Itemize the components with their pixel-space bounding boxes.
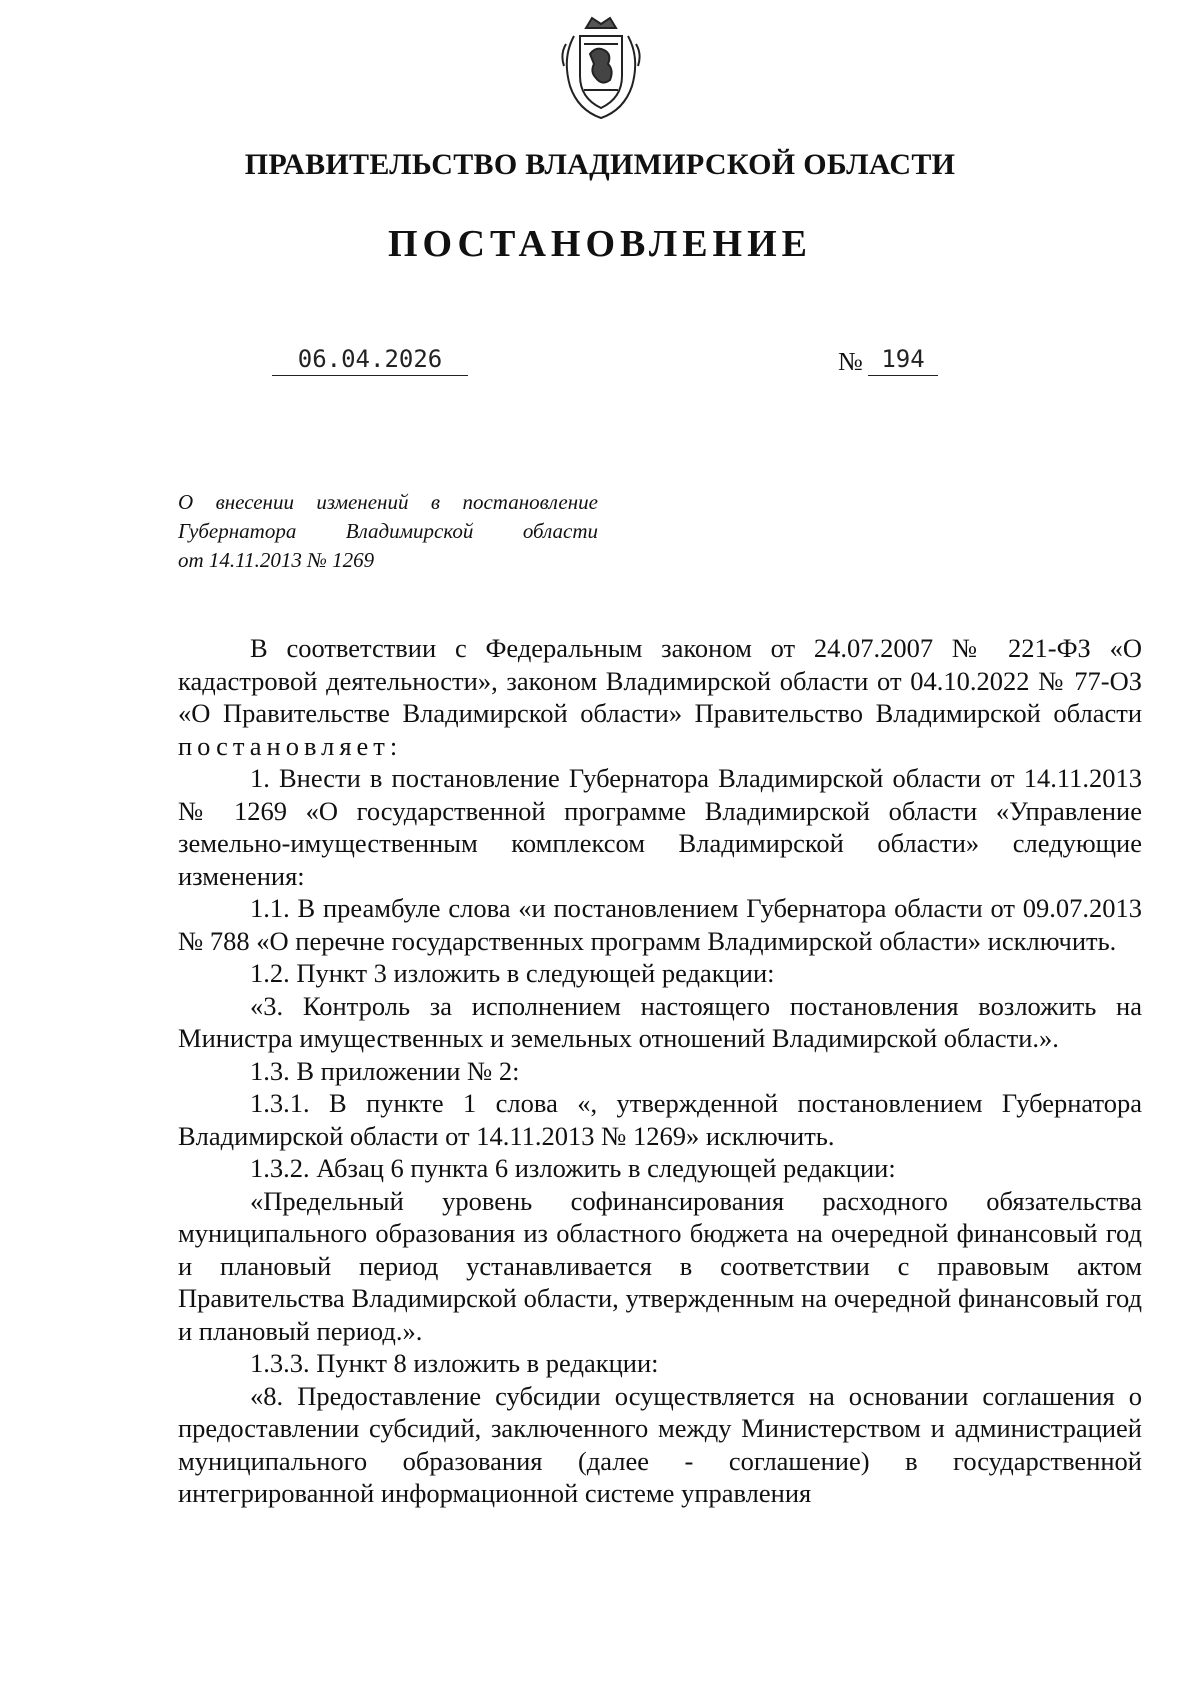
paragraph-1-3: 1.3. В приложении № 2: [250, 1055, 520, 1086]
document-number: 194 [868, 345, 938, 376]
subject-line-2: Губернатора Владимирской области [178, 519, 598, 543]
paragraph-1-3-1: 1.3.1. В пункте 1 слова «, утвержденной постановлением Губернатора Владимирской области от 14.11.2013 № 1269» исключить. [178, 1088, 1142, 1151]
document-type: ПОСТАНОВЛЕНИЕ [387, 223, 813, 265]
subject-line-3: от 14.11.2013 № 1269 [178, 548, 375, 572]
document-date: 06.04.2026 [272, 345, 468, 376]
document-subject [178, 488, 598, 575]
document-body [178, 632, 1142, 1510]
paragraph-1-3-3-text: «8. Предоставление субсидии осуществляется на основании соглашения о предоставлении субсидий, заключенного между Министерством и администрацией муниципального образования (далее - соглашение) в государственной интегрированной информационной системе управления [178, 1380, 1142, 1508]
subject-line-1: О внесении изменений в постановление [178, 490, 598, 514]
number-label: № [838, 347, 863, 376]
paragraph-1-3-2-text: «Предельный уровень софинансирования расходного обязательства муниципального образования из областного бюджета на очередной финансовый год и плановый период устанавливается в соответствии с правовым актом Правительства Владимирской области, утвержденным на очередной финансовый год и плановый период.». [178, 1185, 1142, 1346]
preamble-paragraph [178, 632, 1142, 762]
paragraph-1: 1. Внести в постановление Губернатора Владимирской области от 14.11.2013 № 1269 «О государственной программе Владимирской области «Управление земельно-имущественным комплексом Владимирской области» следующие изменения: [178, 763, 1142, 891]
paragraph-1-3-3: 1.3.3. Пункт 8 изложить в редакции: [250, 1348, 659, 1378]
paragraph-1-1: 1.1. В преамбуле слова «и постановлением Губернатора области от 09.07.2013 № 788 «О перечне государственных программ Владимирской области» исключить. [178, 893, 1142, 956]
organization-name: ПРАВИТЕЛЬСТВО ВЛАДИМИРСКОЙ ОБЛАСТИ [244, 148, 956, 181]
preamble-text: В соответствии с Федеральным законом от 24.07.2007 № 221-ФЗ «О кадастровой деятельности», законом Владимирской области от 04.10.2022 № 77-ОЗ «О Правительстве Владимирской области» Правительство Владимирской области [178, 633, 1142, 728]
paragraph-1-3-2: 1.3.2. Абзац 6 пункта 6 изложить в следующей редакции: [250, 1153, 896, 1183]
paragraph-1-2: 1.2. Пункт 3 изложить в следующей редакции: [250, 958, 775, 988]
decree-word: постановляет: [178, 730, 403, 761]
paragraph-1-2-text: «3. Контроль за исполнением настоящего постановления возложить на Министра имущественных и земельных отношений Владимирской области.». [178, 990, 1142, 1053]
coat-of-arms-icon [556, 14, 646, 124]
